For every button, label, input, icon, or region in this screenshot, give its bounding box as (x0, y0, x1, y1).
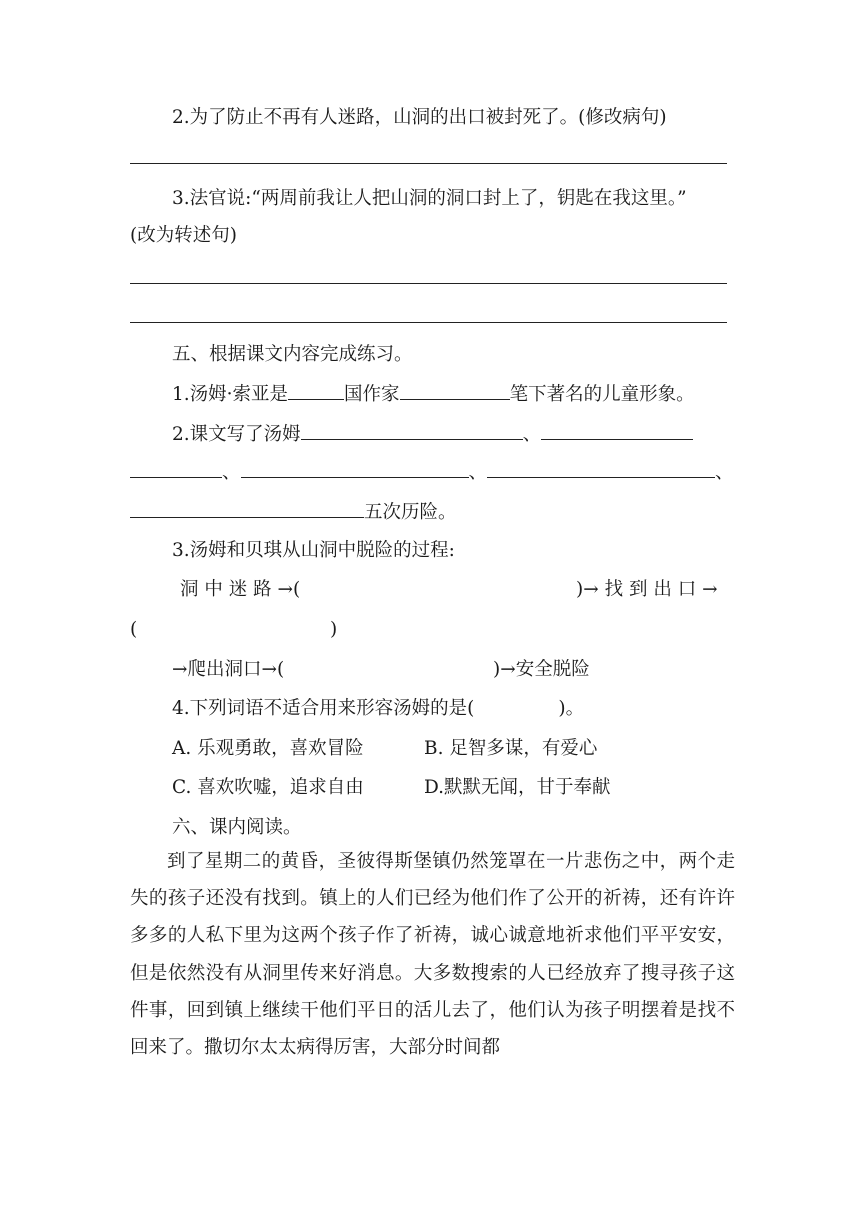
item-1-text-b: 国作家 (344, 384, 400, 405)
escape-step-4: →爬出洞口→( (172, 659, 285, 680)
question-4-item-2: 2.为了防止不再有人迷路，山洞的出口被封死了。(修改病句) (172, 107, 667, 128)
answer-line[interactable] (130, 283, 727, 284)
separator: 、 (468, 462, 488, 483)
answer-line[interactable] (130, 163, 727, 164)
blank-author[interactable] (400, 381, 510, 400)
option-d: D.默默无闻，甘于奉献 (424, 777, 611, 798)
option-a: A. 乐观勇敢，喜欢冒险 (172, 738, 364, 759)
item-2-text-a: 2.课文写了汤姆 (172, 424, 301, 445)
item-2-end-text: 五次历险。 (364, 502, 457, 523)
question-5-item-2-end (130, 499, 457, 525)
escape-step-5: )→安全脱险 (493, 659, 590, 680)
option-c: C. 喜欢吹嘘，追求自由 (172, 777, 364, 798)
item-1-text-c: 笔下著名的儿童形象。 (509, 384, 695, 405)
item-1-text-a: 1.汤姆·索亚是 (172, 384, 289, 405)
blank-adventure-3[interactable] (241, 459, 469, 478)
blank-adventure-4[interactable] (487, 459, 715, 478)
item-4-question: 4.下列词语不适合用来形容汤姆的是( (172, 698, 475, 719)
separator: 、 (522, 424, 542, 445)
question-5-item-3: 3.汤姆和贝琪从山洞中脱险的过程: (172, 540, 455, 561)
section-5-heading: 五、根据课文内容完成练习。 (172, 344, 413, 365)
blank-adventure-2-cont[interactable] (130, 459, 222, 478)
escape-step-2: )→ 找 到 出 口 → (576, 579, 718, 600)
escape-step-1: 洞 中 迷 路 →( (180, 579, 301, 600)
reading-passage: 到了星期二的黄昏，圣彼得斯堡镇仍然笼罩在一片悲伤之中，两个走失的孩子还没有找到。镇上的人们已经为他们作了公开的祈祷，还有许许多多的人私下里为这两个孩子作了祈祷，诚心诚意地祈求他们平平安安，但是依然没有从洞里传来好消息。大多数搜索的人已经放弃了搜寻孩子这件事，回到镇上继续干他们平日的活儿去了，他们认为孩子明摆着是找不回来了。撒切尔太太病得厉害，大部分时间都 (130, 851, 735, 1059)
separator: 、 (715, 462, 734, 483)
question-5-item-2-cont (130, 459, 734, 485)
section-6-heading: 六、课内阅读。 (172, 817, 302, 838)
question-4-item-3-instruction: (改为转述句) (130, 225, 237, 246)
option-b: B. 足智多谋，有爱心 (424, 738, 598, 759)
separator: 、 (222, 462, 241, 483)
blank-adventure-2[interactable] (541, 421, 693, 440)
escape-step-3-close: ) (330, 619, 338, 640)
blank-adventure-1[interactable] (301, 421, 523, 440)
question-5-item-2 (172, 421, 693, 447)
escape-step-3-open: ( (130, 619, 138, 640)
question-5-item-1 (172, 381, 695, 407)
item-4-question-end: )。 (558, 698, 585, 719)
blank-adventure-5[interactable] (130, 499, 364, 518)
question-4-item-3: 3.法官说:“两周前我让人把山洞的洞口封上了，钥匙在我这里。” (172, 188, 687, 209)
blank-country[interactable] (288, 381, 344, 400)
question-5-item-4 (172, 697, 584, 721)
answer-line[interactable] (130, 322, 727, 323)
